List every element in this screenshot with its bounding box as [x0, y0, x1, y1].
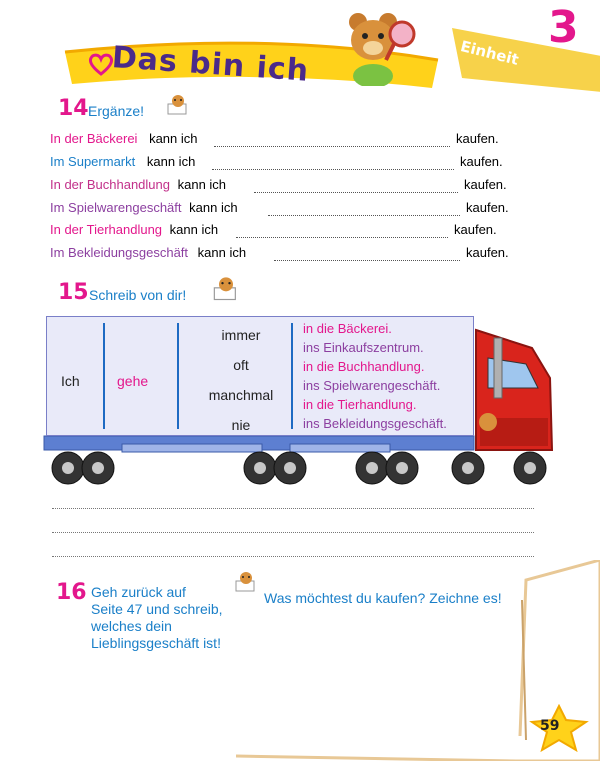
exercise-instruction	[91, 584, 223, 652]
answer-line[interactable]	[212, 169, 454, 170]
place-label: Im Supermarkt	[50, 154, 136, 169]
exercise-number: 15	[58, 280, 89, 305]
verb-label: kann ich	[149, 131, 198, 146]
unit-number: 3	[548, 2, 579, 53]
destination-option[interactable]: ins Spielwarengeschäft.	[303, 378, 441, 393]
frequency-option[interactable]: immer	[221, 327, 261, 343]
column-divider	[103, 323, 105, 429]
row-end: kaufen.	[460, 154, 503, 169]
answer-line[interactable]	[254, 192, 458, 193]
verb-label: kann ich	[169, 222, 219, 237]
instruction-line: Lieblingsgeschäft ist!	[91, 635, 221, 651]
place-label: In der Tierhandlung	[50, 222, 163, 237]
place-label: In der Buchhandlung	[50, 177, 170, 192]
verb-label: kann ich	[189, 200, 238, 215]
subject-cell: Ich	[61, 373, 80, 389]
instruction-line: Seite 47 und schreib,	[91, 601, 223, 617]
row-end: kaufen.	[456, 131, 499, 146]
row-end: kaufen.	[464, 177, 507, 192]
writing-bear-icon	[166, 94, 190, 116]
answer-line[interactable]	[52, 532, 534, 533]
verb-label: kann ich	[197, 245, 247, 260]
destination-option[interactable]: ins Einkaufszentrum.	[303, 340, 424, 355]
destination-option[interactable]: in die Buchhandlung.	[303, 359, 425, 374]
row-end: kaufen.	[466, 200, 509, 215]
frequency-option[interactable]: manchmal	[208, 387, 274, 403]
writing-bear-icon	[212, 276, 240, 302]
instruction-line: Geh zurück auf	[91, 584, 186, 600]
exercise-number: 14	[58, 96, 89, 121]
verb-cell: gehe	[117, 373, 149, 389]
exercise-title: Ergänze!	[88, 103, 145, 119]
exercise-number: 16	[56, 580, 87, 605]
instruction-line: welches dein	[91, 618, 172, 634]
unit-label: Einheit	[458, 37, 521, 69]
place-label: Im Spielwarengeschäft	[50, 200, 182, 215]
list-item	[50, 200, 238, 215]
column-divider	[177, 323, 179, 429]
row-end: kaufen.	[466, 245, 509, 260]
list-item	[50, 131, 197, 146]
trailer-table	[46, 316, 474, 436]
verb-label: kann ich	[146, 154, 196, 169]
list-item	[50, 222, 218, 237]
row-end: kaufen.	[454, 222, 497, 237]
answer-line[interactable]	[52, 556, 534, 557]
verb-label: kann ich	[177, 177, 227, 192]
column-divider	[291, 323, 293, 429]
destination-option[interactable]: in die Tierhandlung.	[303, 397, 417, 412]
bear-with-magnifier-icon	[330, 6, 420, 86]
destination-option[interactable]: ins Bekleidungsgeschäft.	[303, 416, 447, 431]
list-item	[50, 245, 246, 260]
page-title: Das bin ich	[110, 40, 311, 89]
destination-option[interactable]: in die Bäckerei.	[303, 321, 392, 336]
page-number: 59	[540, 718, 560, 734]
answer-line[interactable]	[52, 508, 534, 509]
place-label: In der Bäckerei	[50, 131, 138, 146]
frequency-option[interactable]: nie	[231, 417, 251, 433]
answer-line[interactable]	[274, 260, 460, 261]
frequency-option[interactable]: oft	[233, 357, 249, 373]
answer-line[interactable]	[236, 237, 448, 238]
place-label: Im Bekleidungsgeschäft	[50, 245, 189, 260]
drawing-prompt: Was möchtest du kaufen? Zeichne es!	[264, 590, 502, 606]
list-item	[50, 177, 226, 192]
answer-line[interactable]	[268, 215, 460, 216]
list-item	[50, 154, 195, 169]
answer-line[interactable]	[214, 146, 450, 147]
exercise-title: Schreib von dir!	[89, 287, 187, 303]
